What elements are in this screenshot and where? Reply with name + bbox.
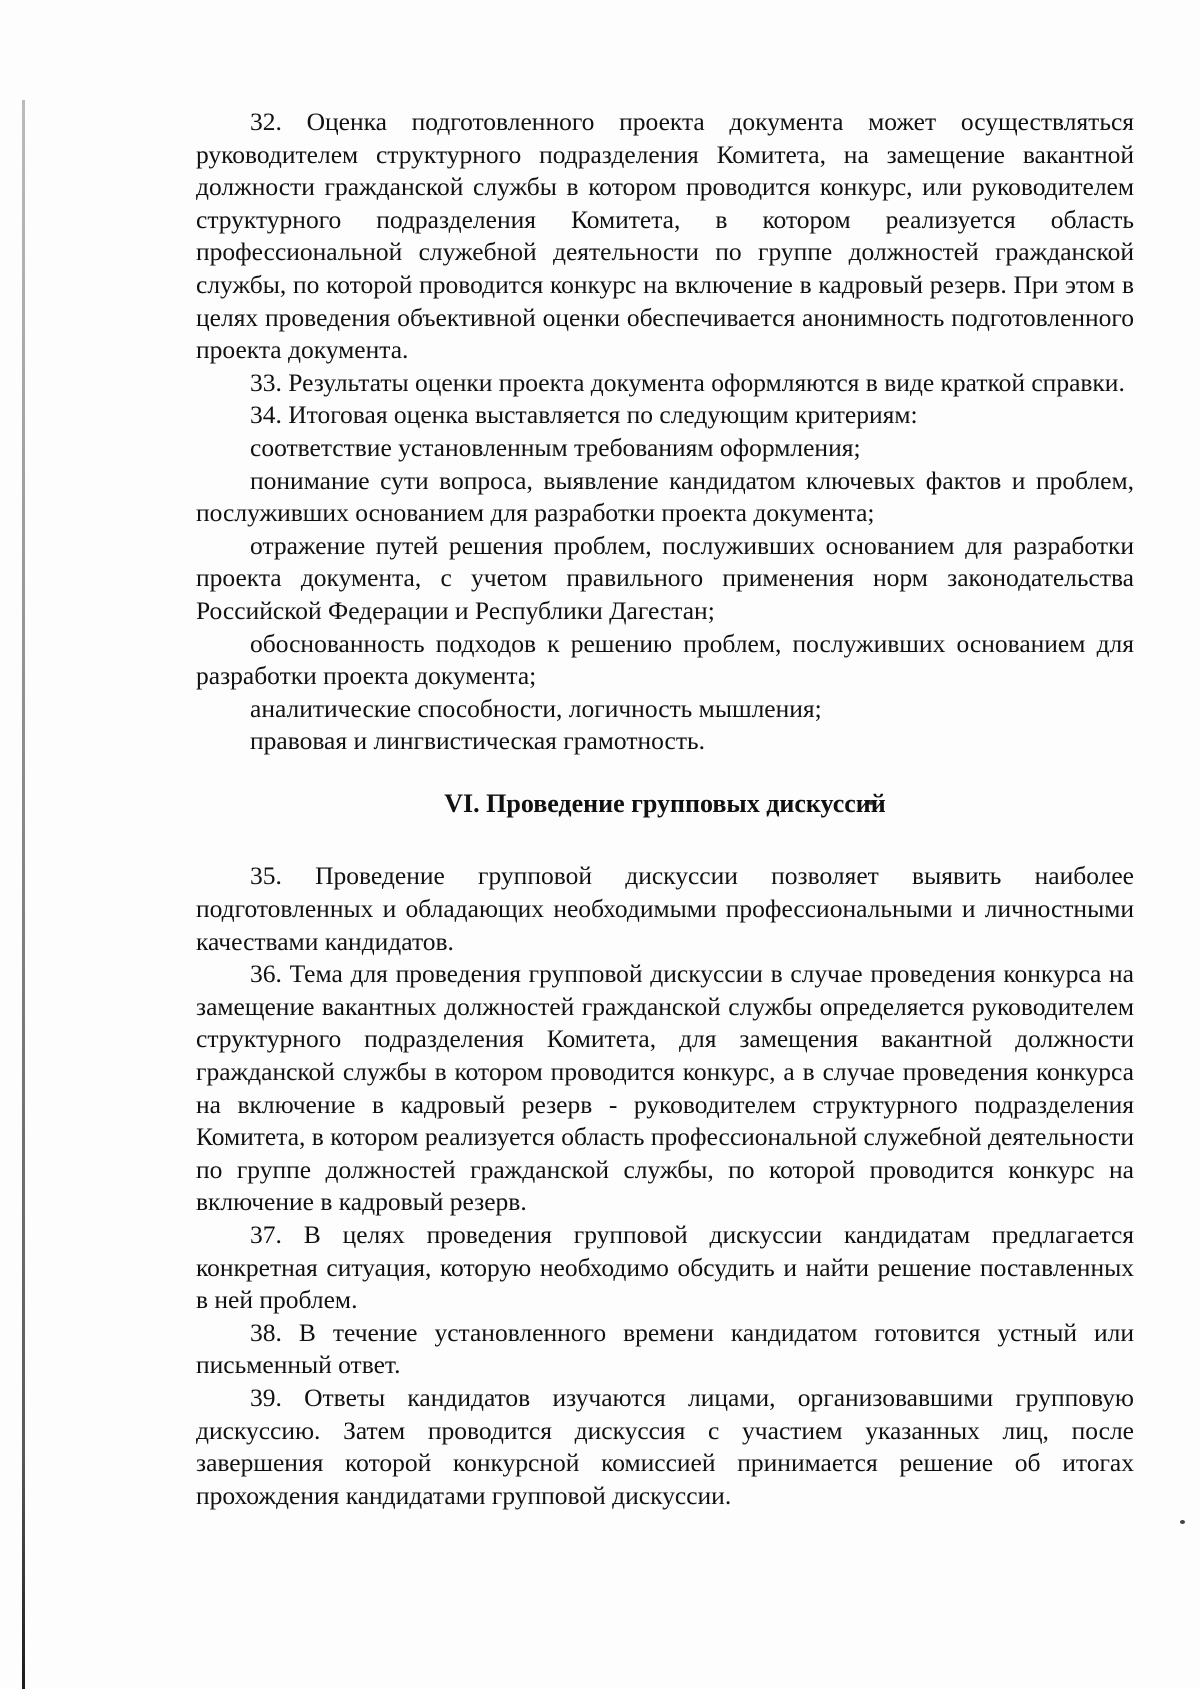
criterion-formatting: соответствие установленным требованиям оформления; [250,432,861,462]
paragraph-36: 36. Тема для проведения групповой дискуссии в случае проведения конкурса на замещение вакантных должностей гражданской службы определяется руководителем структурного подразделения Комитета, для замещения вакантной должности гражданской службы в котором проводится конкурс, а в случае проведения конкурса на включение в кадровый резерв - руководителем структурного подразделения Комитета, в котором реализуется область профессиональной служебной деятельности по группе должностей гражданской службы, по которой проводится конкурс на включение в кадровый резерв. [196,959,1134,1217]
paragraph-33: 33. Результаты оценки проекта документа оформляются в виде краткой справки. [250,367,1125,397]
paragraph-38: 38. В течение установленного времени кандидатом готовится устный или письменный ответ. [196,1317,1134,1380]
section-heading: VI. Проведение групповых дискуссий [444,788,886,818]
criterion-justification: обоснованность подходов к решению проблем, послуживших основанием для разработки проекта документа; [196,628,1134,691]
criterion-literacy: правовая и лингвистическая грамотность. [250,726,705,756]
scan-edge-shadow [22,100,25,1689]
criterion-analytics: аналитические способности, логичность мышления; [250,693,822,723]
scan-speck [1180,1520,1185,1524]
criterion-understanding: понимание сути вопроса, выявление кандидатом ключевых фактов и проблем, послуживших основанием для разработки проекта документа; [196,465,1134,528]
document-body [196,106,1134,1512]
paragraph-35: 35. Проведение групповой дискуссии позволяет выявить наиболее подготовленных и обладающих необходимыми профессиональными и личностными качествами кандидатов. [196,861,1134,956]
criterion-solutions: отражение путей решения проблем, послуживших основанием для разработки проекта документа, с учетом правильного применения норм законодательства Российской Федерации и Республики Дагестан; [196,530,1134,625]
paragraph-34: 34. Итоговая оценка выставляется по следующим критериям: [250,400,918,430]
paragraph-39: 39. Ответы кандидатов изучаются лицами, организовавшими групповую дискуссию. Затем проводится дискуссия с участием указанных лиц, после завершения которой конкурсной комиссией принимается решение об итогах прохождения кандидатами групповой дискуссии. [196,1382,1134,1510]
paragraph-37: 37. В целях проведения групповой дискуссии кандидатам предлагается конкретная ситуация, которую необходимо обсудить и найти решение поставленных в ней проблем. [196,1220,1134,1315]
paragraph-32: 32. Оценка подготовленного проекта документа может осуществляться руководителем структурного подразделения Комитета, на замещение вакантной должности гражданской службы в котором проводится конкурс, или руководителем структурного подразделения Комитета, в котором реализуется область профессиональной служебной деятельности по группе должностей гражданской службы, по которой проводится конкурс на включение в кадровый резерв. При этом в целях проведения объективной оценки обеспечивается анонимность подготовленного проекта документа. [196,107,1134,365]
